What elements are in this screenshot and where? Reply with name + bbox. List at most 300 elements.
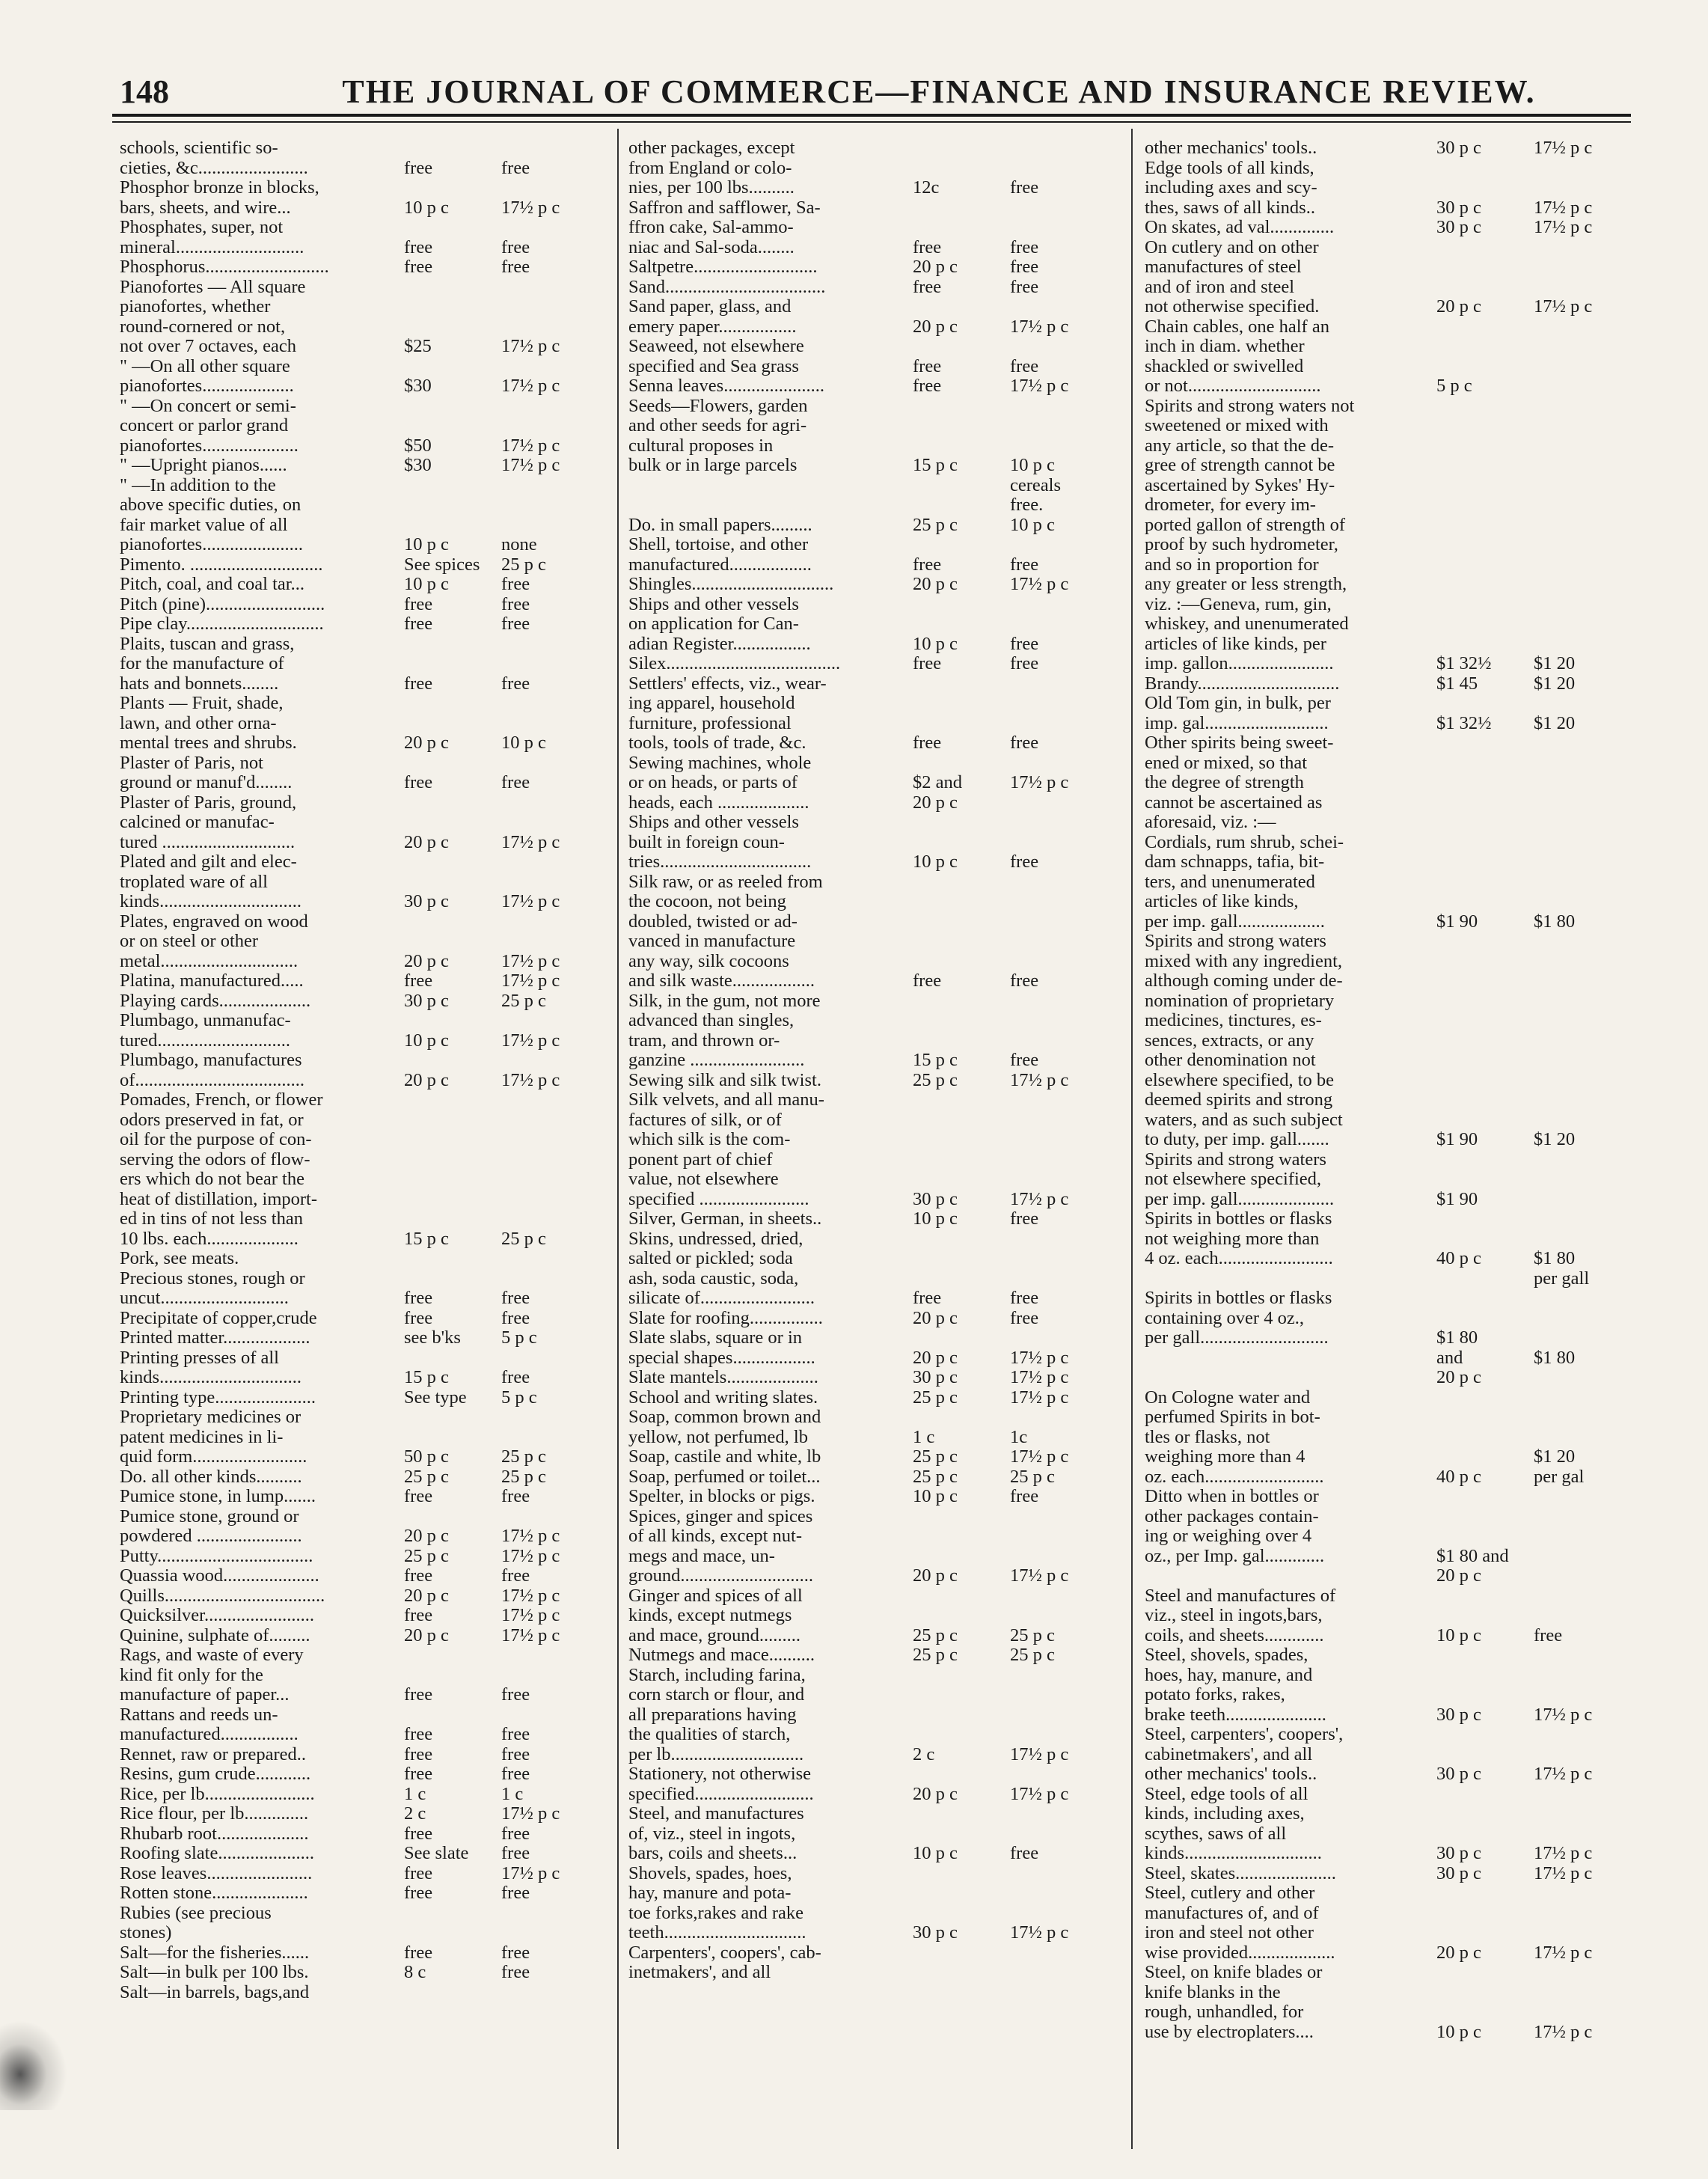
- item-description: manufacture of paper...: [120, 1685, 290, 1705]
- duty-rate-b: $1 20: [1534, 1446, 1576, 1467]
- duty-rate-b: [1534, 1745, 1638, 1765]
- item-description: any way, silk cocoons: [628, 951, 789, 971]
- duty-rate-b: per gall: [1534, 1268, 1590, 1289]
- item-description: not weighing more than: [1145, 1229, 1320, 1249]
- item-description: Steel, skates......................: [1145, 1863, 1336, 1883]
- duty-rate-b: [1534, 833, 1638, 853]
- tariff-row: [120, 1725, 606, 1745]
- tariff-row: [628, 1507, 1122, 1527]
- duty-rate-b: [501, 1269, 599, 1289]
- item-description: Ships and other vessels: [628, 594, 799, 614]
- tariff-row: [1145, 912, 1638, 932]
- duty-rate-a: [1429, 1309, 1534, 1329]
- item-description: Starch, including farina,: [628, 1665, 806, 1685]
- duty-rate-a: 40 p c: [1436, 1466, 1481, 1487]
- duty-rate-a: [1429, 1745, 1534, 1765]
- item-description: bars, coils and sheets...: [628, 1844, 798, 1863]
- tariff-row: [628, 674, 1122, 694]
- duty-rate-b: [501, 1904, 599, 1924]
- tariff-row: [628, 337, 1122, 357]
- tariff-row: [628, 1190, 1122, 1210]
- duty-rate-b: [1534, 1309, 1638, 1329]
- item-description: Brandy...............................: [1145, 673, 1340, 694]
- duty-rate-b: 17½ p c: [1010, 1446, 1069, 1467]
- duty-rate-a: [1429, 456, 1534, 476]
- duty-rate-a: [1429, 1031, 1534, 1051]
- tariff-row: [120, 773, 606, 793]
- tariff-row: [120, 516, 606, 536]
- duty-rate-a: [905, 1943, 1010, 1963]
- tariff-row: [628, 852, 1122, 872]
- tariff-row: [628, 1408, 1122, 1428]
- duty-rate-a: [1429, 1725, 1534, 1745]
- duty-rate-b: [1534, 1031, 1638, 1051]
- item-description: Platina, manufactured.....: [120, 971, 304, 991]
- item-description: other mechanics' tools..: [1145, 138, 1317, 158]
- item-description: ponent part of chief: [628, 1149, 773, 1170]
- duty-rate-b: [1010, 1249, 1107, 1269]
- tariff-row: [1145, 357, 1638, 377]
- item-description: powdered .......................: [120, 1526, 302, 1546]
- duty-rate-b: [1534, 813, 1638, 833]
- tariff-row: [1145, 1467, 1638, 1488]
- duty-rate-b: [501, 495, 599, 516]
- duty-rate-b: [1010, 1011, 1107, 1031]
- duty-rate-a: free: [404, 1565, 433, 1586]
- item-description: deemed spirits and strong: [1145, 1090, 1333, 1110]
- tariff-row: [1145, 1883, 1638, 1904]
- item-description: uncut............................: [120, 1289, 289, 1308]
- tariff-row: [628, 1566, 1122, 1586]
- duty-rate-b: free: [501, 1823, 530, 1844]
- duty-rate-b: [501, 1110, 599, 1131]
- duty-rate-b: [501, 1150, 599, 1170]
- duty-rate-a: [397, 1507, 501, 1527]
- item-description: heat of distillation, import-: [120, 1189, 318, 1209]
- item-description: Skins, undressed, dried,: [628, 1229, 804, 1249]
- duty-rate-b: [1534, 535, 1638, 555]
- tariff-row: [628, 1170, 1122, 1190]
- duty-rate-b: [1010, 1328, 1107, 1348]
- duty-rate-b: [1534, 1526, 1638, 1547]
- duty-rate-a: [397, 357, 501, 377]
- duty-rate-b: [1534, 1725, 1638, 1745]
- duty-rate-b: [1534, 1804, 1638, 1824]
- item-description: proof by such hydrometer,: [1145, 535, 1338, 554]
- tariff-row: [1145, 1328, 1638, 1348]
- duty-rate-b: [1534, 1487, 1638, 1507]
- duty-rate-b: 17½ p c: [1010, 1069, 1069, 1090]
- duty-rate-a: 25 p c: [404, 1545, 449, 1566]
- duty-rate-a: [397, 138, 501, 159]
- duty-rate-b: free: [501, 1764, 530, 1784]
- duty-rate-a: [397, 278, 501, 298]
- duty-rate-a: 30 p c: [913, 1922, 958, 1943]
- tariff-row: [120, 1130, 606, 1150]
- duty-rate-b: [1534, 1923, 1638, 1943]
- tariff-row: [120, 1150, 606, 1170]
- duty-rate-b: [501, 1348, 599, 1369]
- item-description: toe forks,rakes and rake: [628, 1903, 804, 1923]
- item-description: Plaster of Paris, not: [120, 753, 263, 773]
- duty-rate-a: [1429, 1904, 1534, 1924]
- item-description: " —On concert or semi-: [120, 396, 296, 416]
- duty-rate-a: 20 p c: [1436, 296, 1481, 317]
- tariff-row: [120, 714, 606, 734]
- item-description: dam schnapps, tafia, bit-: [1145, 852, 1325, 872]
- duty-rate-b: 17½ p c: [501, 1862, 560, 1883]
- tariff-row: [120, 1428, 606, 1448]
- tariff-row: [120, 138, 606, 159]
- duty-rate-b: [1010, 397, 1107, 417]
- duty-rate-b: [1010, 714, 1107, 734]
- tariff-row: [120, 733, 606, 754]
- duty-rate-b: free: [1010, 276, 1039, 297]
- duty-rate-a: [397, 932, 501, 952]
- item-description: On Cologne water and: [1145, 1387, 1311, 1408]
- duty-rate-a: 20 p c: [913, 1565, 958, 1586]
- duty-rate-a: [1429, 852, 1534, 872]
- duty-rate-a: See spices: [404, 554, 480, 575]
- duty-rate-a: free: [404, 593, 433, 614]
- duty-rate-a: free: [913, 376, 942, 396]
- tariff-row: [120, 218, 606, 238]
- tariff-row: [1145, 932, 1638, 952]
- duty-rate-a: free: [404, 772, 433, 792]
- duty-rate-b: 17½ p c: [1534, 217, 1593, 237]
- item-description: lawn, and other orna-: [120, 713, 277, 733]
- tariff-row: [120, 178, 606, 198]
- duty-rate-b: [1010, 535, 1107, 555]
- duty-rate-b: [1534, 754, 1638, 774]
- duty-rate-a: [905, 595, 1010, 615]
- duty-rate-b: 25 p c: [501, 1466, 546, 1487]
- duty-rate-b: [501, 714, 599, 734]
- duty-rate-a: 20 p c: [1436, 1565, 1481, 1586]
- item-description: Do. in small papers.........: [628, 515, 812, 535]
- tariff-row: [1145, 971, 1638, 991]
- tariff-row: [628, 1051, 1122, 1071]
- item-description: and other seeds for agri-: [628, 416, 807, 436]
- duty-rate-b: [1010, 1904, 1107, 1924]
- item-description: Steel, carpenters', coopers',: [1145, 1725, 1344, 1744]
- tariff-row: [628, 357, 1122, 377]
- duty-rate-b: [1534, 1051, 1638, 1071]
- duty-rate-b: [1534, 1190, 1638, 1210]
- duty-rate-b: [1010, 793, 1107, 813]
- duty-rate-b: 10 p c: [501, 733, 546, 753]
- tariff-row: [1145, 1566, 1638, 1586]
- item-description: quid form.........................: [120, 1447, 307, 1467]
- duty-rate-b: 17½ p c: [501, 1030, 560, 1051]
- tariff-row: [1145, 1586, 1638, 1607]
- duty-rate-a: [397, 1983, 501, 2003]
- tariff-row: [628, 1824, 1122, 1845]
- duty-rate-b: free: [501, 593, 530, 614]
- tariff-row: [1145, 2002, 1638, 2023]
- duty-rate-a: [1429, 1526, 1534, 1547]
- duty-rate-b: [501, 1408, 599, 1428]
- tariff-row: [120, 1526, 606, 1547]
- tariff-row: [120, 1666, 606, 1686]
- duty-rate-a: 25 p c: [913, 1625, 958, 1645]
- duty-rate-a: free: [913, 653, 942, 673]
- duty-rate-b: [1534, 1368, 1638, 1388]
- duty-rate-a: [1429, 1110, 1534, 1131]
- tariff-row: [1145, 1170, 1638, 1190]
- duty-rate-a: [1429, 278, 1534, 298]
- item-description: advanced than singles,: [628, 1011, 795, 1030]
- duty-rate-a: free: [404, 257, 433, 277]
- duty-rate-b: 25 p c: [1010, 1645, 1055, 1665]
- duty-rate-b: [1534, 1110, 1638, 1131]
- item-description: all preparations having: [628, 1705, 797, 1725]
- item-description: niac and Sal-soda........: [628, 237, 795, 257]
- tariff-row: [1145, 1249, 1638, 1269]
- item-description: per gall............................: [1145, 1328, 1329, 1348]
- item-description: tles or flasks, not: [1145, 1427, 1270, 1447]
- item-description: above specific duties, on: [120, 495, 301, 515]
- duty-rate-b: free: [1010, 971, 1039, 991]
- tariff-row: [1145, 198, 1638, 218]
- tariff-row: [1145, 238, 1638, 258]
- duty-rate-a: [397, 1090, 501, 1110]
- tariff-row: [628, 635, 1122, 655]
- item-description: kinds, including axes,: [1145, 1804, 1305, 1824]
- item-description: bulk or in large parcels: [628, 456, 798, 475]
- tariff-row: [120, 1645, 606, 1666]
- tariff-row: [1145, 178, 1638, 198]
- duty-rate-b: [1010, 1130, 1107, 1150]
- item-description: ers which do not bear the: [120, 1170, 304, 1189]
- item-description: Senna leaves......................: [628, 376, 824, 396]
- item-description: tured .............................: [120, 832, 296, 852]
- item-description: manufactures of steel: [1145, 257, 1302, 277]
- tariff-row: [628, 595, 1122, 615]
- item-description: [1145, 1348, 1429, 1369]
- item-description: adian Register.................: [628, 634, 811, 654]
- tariff-row: [120, 1190, 606, 1210]
- duty-rate-a: [1429, 1269, 1534, 1289]
- duty-rate-b: [1534, 575, 1638, 595]
- item-description: perfumed Spirits in bot-: [1145, 1408, 1320, 1427]
- tariff-row: [1145, 257, 1638, 278]
- duty-rate-a: [397, 1904, 501, 1924]
- item-description: Do. all other kinds..........: [120, 1467, 302, 1487]
- duty-rate-b: [1534, 1645, 1638, 1666]
- duty-rate-a: 20 p c: [913, 257, 958, 277]
- item-description: [628, 476, 905, 496]
- duty-rate-a: 10 p c: [913, 1208, 958, 1229]
- duty-rate-b: free: [501, 1288, 530, 1308]
- tariff-row: [120, 674, 606, 694]
- tariff-row: [628, 991, 1122, 1012]
- item-description: Stationery, not otherwise: [628, 1764, 812, 1784]
- tariff-row: [1145, 376, 1638, 397]
- item-description: ters, and unenumerated: [1145, 872, 1315, 892]
- tariff-row: [120, 1705, 606, 1726]
- tariff-row: [1145, 1368, 1638, 1388]
- tariff-row: [1145, 595, 1638, 615]
- duty-rate-a: 20 p c: [404, 733, 449, 753]
- tariff-row: [120, 1507, 606, 1527]
- duty-rate-a: [905, 1764, 1010, 1785]
- duty-rate-a: 25 p c: [913, 1446, 958, 1467]
- tariff-row: [1145, 1071, 1638, 1091]
- tariff-row: [1145, 1764, 1638, 1785]
- duty-rate-a: see b'ks: [404, 1327, 461, 1348]
- duty-rate-b: [501, 1051, 599, 1071]
- duty-rate-b: 17½ p c: [501, 197, 560, 218]
- item-description: kinds...............................: [120, 892, 301, 911]
- duty-rate-a: 10 p c: [404, 1030, 449, 1051]
- duty-rate-a: [905, 813, 1010, 833]
- item-description: thes, saws of all kinds..: [1145, 198, 1315, 218]
- duty-rate-b: 17½ p c: [1534, 138, 1593, 158]
- duty-rate-b: free: [1010, 1843, 1039, 1863]
- tariff-row: [628, 1804, 1122, 1824]
- item-description: ened or mixed, so that: [1145, 753, 1308, 773]
- item-description: hay, manure and pota-: [628, 1883, 792, 1903]
- tariff-row: [628, 1547, 1122, 1567]
- tariff-row: [120, 1408, 606, 1428]
- duty-rate-a: 10 p c: [404, 534, 449, 554]
- item-description: round-cornered or not,: [120, 317, 286, 337]
- item-description: hats and bonnets........: [120, 673, 279, 694]
- duty-rate-b: 17½ p c: [501, 971, 560, 991]
- duty-rate-b: 17½ p c: [501, 455, 560, 475]
- item-description: coils, and sheets.............: [1145, 1625, 1324, 1645]
- tariff-row: [628, 971, 1122, 991]
- item-description: Soap, castile and white, lb: [628, 1447, 821, 1467]
- tariff-row: [628, 555, 1122, 575]
- duty-rate-b: [501, 754, 599, 774]
- item-description: Silex......................................: [628, 654, 841, 673]
- tariff-row: [1145, 674, 1638, 694]
- item-description: ganzine .........................: [628, 1051, 805, 1070]
- duty-rate-b: [1534, 1388, 1638, 1408]
- duty-rate-b: free: [501, 1367, 530, 1387]
- tariff-row: [1145, 297, 1638, 317]
- duty-rate-b: [1010, 1507, 1107, 1527]
- duty-rate-b: [1010, 595, 1107, 615]
- item-description: ascertained by Sykes' Hy-: [1145, 475, 1335, 495]
- duty-rate-b: [1010, 1764, 1107, 1785]
- duty-rate-b: free.: [1010, 495, 1044, 515]
- duty-rate-a: [397, 1705, 501, 1726]
- tariff-row: [628, 138, 1122, 159]
- duty-rate-a: [1429, 159, 1534, 179]
- duty-rate-b: [1010, 1031, 1107, 1051]
- duty-rate-a: free: [913, 733, 942, 753]
- tariff-row: [1145, 1785, 1638, 1805]
- item-description: oil for the purpose of con-: [120, 1130, 312, 1149]
- item-description: ing or weighing over 4: [1145, 1526, 1312, 1546]
- tariff-row: [1145, 159, 1638, 179]
- duty-rate-b: [501, 694, 599, 714]
- duty-rate-b: free: [501, 1307, 530, 1328]
- duty-rate-b: [1534, 555, 1638, 575]
- tariff-row: [120, 1745, 606, 1765]
- duty-rate-b: [1010, 694, 1107, 714]
- duty-rate-a: [1429, 1071, 1534, 1091]
- duty-rate-b: $1 20: [1534, 1129, 1576, 1149]
- item-description: cabinetmakers', and all: [1145, 1744, 1313, 1764]
- tariff-row: [120, 991, 606, 1012]
- duty-rate-a: [1429, 733, 1534, 754]
- duty-rate-a: [1429, 1685, 1534, 1705]
- duty-rate-a: [905, 1130, 1010, 1150]
- item-description: hoes, hay, manure, and: [1145, 1665, 1313, 1685]
- tariff-row: [628, 1844, 1122, 1864]
- duty-rate-a: [1429, 1229, 1534, 1250]
- item-description: Silk, in the gum, not more: [628, 991, 821, 1011]
- duty-rate-a: $1 90: [1436, 1129, 1478, 1149]
- duty-rate-a: [1429, 1923, 1534, 1943]
- item-description: Ditto when in bottles or: [1145, 1487, 1319, 1506]
- duty-rate-a: 20 p c: [404, 950, 449, 971]
- duty-rate-a: $25: [404, 336, 432, 356]
- duty-rate-a: 20 p c: [404, 1069, 449, 1090]
- tariff-row: [120, 1229, 606, 1250]
- duty-rate-b: [1534, 1883, 1638, 1904]
- tariff-column-2: [628, 138, 1122, 2144]
- item-description: drometer, for every im-: [1145, 495, 1316, 515]
- item-description: Settlers' effects, viz., wear-: [628, 673, 827, 694]
- item-description: Plates, engraved on wood: [120, 911, 308, 932]
- tariff-row: [628, 1209, 1122, 1229]
- duty-rate-b: [1534, 595, 1638, 615]
- duty-rate-a: 30 p c: [913, 1367, 958, 1387]
- item-description: specified and Sea grass: [628, 356, 799, 376]
- duty-rate-a: [397, 1645, 501, 1666]
- duty-rate-a: [1429, 416, 1534, 436]
- duty-rate-a: [905, 1031, 1010, 1051]
- item-description: Rice, per lb........................: [120, 1784, 315, 1804]
- item-description: weighing more than 4: [1145, 1447, 1306, 1467]
- duty-rate-b: [1534, 1824, 1638, 1845]
- duty-rate-a: [397, 1130, 501, 1150]
- item-description: Pimento. .............................: [120, 554, 323, 575]
- duty-rate-a: 30 p c: [913, 1188, 958, 1209]
- tariff-row: [120, 456, 606, 476]
- duty-rate-a: $1 90: [1436, 911, 1478, 932]
- duty-rate-b: [1534, 1685, 1638, 1705]
- tariff-row: [120, 1586, 606, 1607]
- item-description: aforesaid, viz. :—: [1145, 813, 1276, 832]
- duty-rate-a: [1429, 872, 1534, 893]
- column-divider: [617, 129, 619, 2149]
- duty-rate-a: [905, 1011, 1010, 1031]
- tariff-row: [628, 654, 1122, 674]
- duty-rate-a: [1429, 337, 1534, 357]
- tariff-row: [628, 833, 1122, 853]
- duty-rate-b: [501, 1923, 599, 1943]
- duty-rate-a: [905, 1685, 1010, 1705]
- tariff-row: [1145, 1705, 1638, 1726]
- duty-rate-b: free: [1010, 653, 1039, 673]
- item-description: Steel, shovels, spades,: [1145, 1645, 1308, 1665]
- item-description: inch in diam. whether: [1145, 337, 1305, 356]
- item-description: Rose leaves.......................: [120, 1863, 313, 1883]
- duty-rate-b: [501, 793, 599, 813]
- item-description: from England or colo-: [628, 158, 792, 178]
- duty-rate-a: [905, 754, 1010, 774]
- duty-rate-b: [501, 397, 599, 417]
- tariff-row: [1145, 1547, 1638, 1567]
- duty-rate-b: [1010, 614, 1107, 635]
- duty-rate-a: [397, 1110, 501, 1131]
